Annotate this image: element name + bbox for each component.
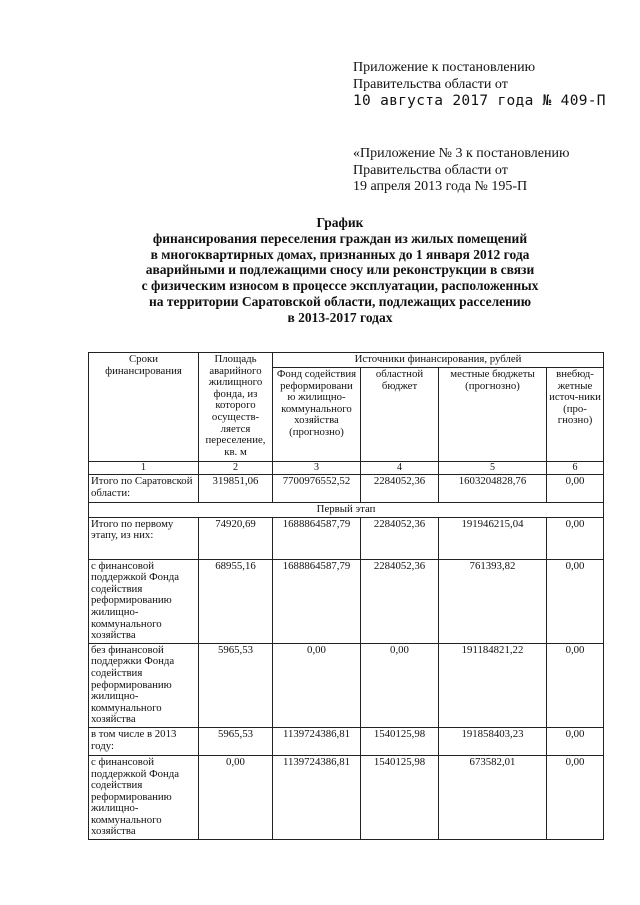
heading-line5: с физическим износом в процессе эксплуатации, расположенных xyxy=(141,278,539,294)
total-row xyxy=(89,475,604,503)
header-local: местные бюджеты (прогнозно) xyxy=(439,368,547,462)
row-label: без финансовой поддержки Фонда содействия реформированию жилищно-коммунального хозяйства xyxy=(89,643,199,727)
attachment-previous-line1: «Приложение № 3 к постановлению xyxy=(353,146,570,161)
table-row xyxy=(89,559,604,643)
heading-line6: на территории Саратовской области, подлежащих расселению xyxy=(148,293,532,309)
cell-area: 319851,06 xyxy=(199,475,273,503)
table-row xyxy=(89,643,604,727)
attachment-current-line1: Приложение к постановлению xyxy=(353,60,536,75)
row-label: Итого по Саратовской области: xyxy=(89,475,199,503)
cell-extra: 0,00 xyxy=(547,517,604,559)
cell-extra: 0,00 xyxy=(547,643,604,727)
cell-fund: 0,00 xyxy=(273,643,361,727)
col-number: 4 xyxy=(361,462,439,475)
attachment-current-line2: Правительства области от xyxy=(353,76,508,92)
heading-line2: финансирования переселения граждан из жилых помещений xyxy=(152,230,528,246)
row-label: с финансовой поддержкой Фонда содействия реформированию жилищно-коммунального хозяйства xyxy=(89,559,199,643)
cell-local: 191858403,23 xyxy=(439,727,547,755)
cell-fund: 1688864587,79 xyxy=(273,517,361,559)
col-number: 5 xyxy=(439,462,547,475)
cell-fund: 1139724386,81 xyxy=(273,727,361,755)
cell-regional: 0,00 xyxy=(361,643,439,727)
col-number: 2 xyxy=(199,462,273,475)
cell-extra: 0,00 xyxy=(547,727,604,755)
cell-local: 1603204828,76 xyxy=(439,475,547,503)
heading-line4: аварийными и подлежащими сносу или реконструкции в связи xyxy=(145,262,535,278)
attachment-current xyxy=(353,60,606,110)
cell-regional: 1540125,98 xyxy=(361,755,439,839)
cell-regional: 2284052,36 xyxy=(361,559,439,643)
header-sources: Источники финансирования, рублей xyxy=(273,353,604,368)
table-header-row xyxy=(89,353,604,368)
cell-fund: 1139724386,81 xyxy=(273,755,361,839)
attachment-previous xyxy=(353,146,569,196)
header-area: Площадь аварийного жилищного фонда, из которого осуществ-ляется переселение, кв. м xyxy=(199,353,273,462)
attachment-previous-line3: 19 апреля 2013 года № 195-П xyxy=(353,179,528,194)
cell-extra: 0,00 xyxy=(547,475,604,503)
document-heading xyxy=(90,215,590,326)
col-number: 6 xyxy=(547,462,604,475)
header-extra: внебюд-жетные источ-ники (про-гнозно) xyxy=(547,368,604,462)
column-numbers-row xyxy=(89,462,604,475)
cell-area: 74920,69 xyxy=(199,517,273,559)
cell-fund: 7700976552,52 xyxy=(273,475,361,503)
cell-local: 191946215,04 xyxy=(439,517,547,559)
cell-regional: 2284052,36 xyxy=(361,475,439,503)
row-label: с финансовой поддержкой Фонда содействия реформированию жилищно-коммунального хозяйства xyxy=(89,755,199,839)
col-number: 1 xyxy=(89,462,199,475)
attachment-current-line3: 10 августа 2017 года № 409-П xyxy=(353,93,606,109)
cell-area: 5965,53 xyxy=(199,727,273,755)
col-number: 3 xyxy=(273,462,361,475)
table-row xyxy=(89,517,604,559)
stage-title: Первый этап xyxy=(89,503,604,518)
header-fund: Фонд содействия реформировани ю жилищно-коммунального хозяйства (прогнозно) xyxy=(273,368,361,462)
cell-fund: 1688864587,79 xyxy=(273,559,361,643)
cell-regional: 2284052,36 xyxy=(361,517,439,559)
cell-extra: 0,00 xyxy=(547,559,604,643)
heading-line1: График xyxy=(316,215,364,230)
row-label: в том числе в 2013 году: xyxy=(89,727,199,755)
cell-regional: 1540125,98 xyxy=(361,727,439,755)
heading-line3: в многоквартирных домах, признанных до 1 января 2012 года xyxy=(150,246,530,262)
row-label: Итого по первому этапу, из них: xyxy=(89,517,199,559)
heading-line7: в 2013-2017 годах xyxy=(287,309,393,325)
financing-table xyxy=(88,352,604,840)
cell-extra: 0,00 xyxy=(547,755,604,839)
header-terms: Сроки финансирования xyxy=(89,353,199,462)
attachment-previous-line2: Правительства области от xyxy=(353,162,508,178)
cell-local: 673582,01 xyxy=(439,755,547,839)
cell-local: 761393,82 xyxy=(439,559,547,643)
cell-area: 0,00 xyxy=(199,755,273,839)
cell-area: 5965,53 xyxy=(199,643,273,727)
stage-row xyxy=(89,503,604,518)
cell-area: 68955,16 xyxy=(199,559,273,643)
table-row xyxy=(89,755,604,839)
header-regional: областной бюджет xyxy=(361,368,439,462)
table-row xyxy=(89,727,604,755)
cell-local: 191184821,22 xyxy=(439,643,547,727)
